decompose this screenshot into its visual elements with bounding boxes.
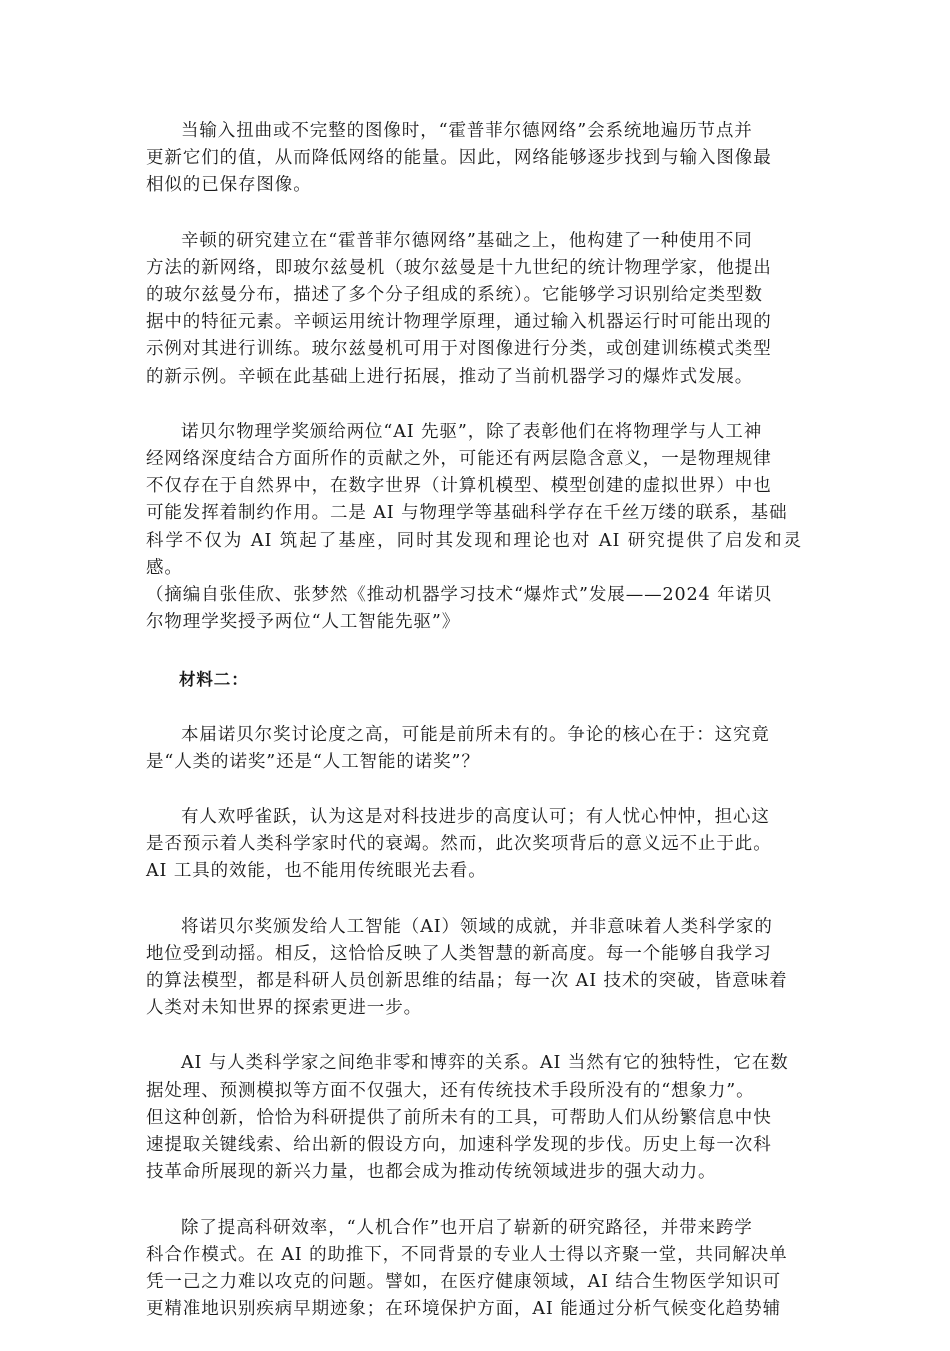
source-citation: （摘编自张佳欣、张梦然《推动机器学习技术“爆炸式”发展——2024 年诺贝 尔物理学奖授予两位“人工智能先驱”》 bbox=[146, 585, 773, 633]
paragraph: 诺贝尔物理学奖颁给两位“AI 先驱”，除了表彰他们在将物理学与人工神 经网络深度结合方面所作的贡献之外，可能还有两层隐含意义，一是物理规律 不仅存在于自然界中，在数字世界（计算机模型、模型创建的虚拟世界）中也 可能发挥着制约作用。二是 AI 与物理学等基础科学存在千丝万缕的联系，基础 科学不仅为 AI 筑起了基座，同时其发现和理论也对 AI 研究提供了启发和灵感。 bbox=[146, 421, 802, 578]
section-heading: 材料二： bbox=[179, 670, 249, 690]
paragraph: 除了提高科研效率，“人机合作”也开启了崭新的研究路径，并带来跨学 科合作模式。在 AI 的助推下，不同背景的专业人士得以齐聚一堂，共同解决单 凭一己之力难以攻克的问题。譬如，在医疗健康领域，AI 结合生物医学知识可 更精准地识别疾病早期迹象；在环境保护方面，AI 能通过分析气候变化趋势辅 bbox=[146, 1217, 788, 1320]
paragraph: 将诺贝尔奖颁发给人工智能（AI）领域的成就，并非意味着人类科学家的 地位受到动摇。相反，这恰恰反映了人类智慧的新高度。每一个能够自我学习 的算法模型，都是科研人员创新思维的结晶；每一次 AI 技术的突破，皆意味着 人类对未知世界的探索更进一步。 bbox=[146, 916, 788, 1019]
document-page bbox=[146, 118, 802, 1351]
paragraph: 辛顿的研究建立在“霍普菲尔德网络”基础之上，他构建了一种使用不同 方法的新网络，即玻尔兹曼机（玻尔兹曼是十九世纪的统计物理学家，他提出 的玻尔兹曼分布，描述了多个分子组成的系统）。它能够学习识别给定类型数 据中的特征元素。辛顿运用统计物理学原理，通过输入机器运行时可能出现的 示例对其进行训练。玻尔兹曼机可用于对图像进行分类，或创建训练模式类型 的新示例。辛顿在此基础上进行拓展，推动了当前机器学习的爆炸式发展。 bbox=[146, 230, 772, 387]
paragraph: AI 与人类科学家之间绝非零和博弈的关系。AI 当然有它的独特性，它在数 据处理、预测模拟等方面不仅强大，还有传统技术手段所没有的“想象力”。 但这种创新，恰恰为科研提供了前所未有的工具，可帮助人们从纷繁信息中快 速提取关键线索、给出新的假设方向，加速科学发现的步伐。历史上每一次科 技革命所展现的新兴力量，也都会成为推动传统领域进步的强大动力。 bbox=[146, 1053, 789, 1183]
paragraph: 本届诺贝尔奖讨论度之高，可能是前所未有的。争论的核心在于：这究竟 是“人类的诺奖”还是“人工智能的诺奖”？ bbox=[146, 724, 770, 772]
paragraph: 当输入扭曲或不完整的图像时，“霍普菲尔德网络”会系统地遍历节点并 更新它们的值，从而降低网络的能量。因此，网络能够逐步找到与输入图像最 相似的已保存图像。 bbox=[146, 121, 772, 196]
paragraph: 有人欢呼雀跃，认为这是对科技进步的高度认可；有人忧心忡忡，担心这 是否预示着人类科学家时代的衰竭。然而，此次奖项背后的意义远不止于此。 AI 工具的效能，也不能用传统眼光去看。 bbox=[146, 807, 772, 882]
